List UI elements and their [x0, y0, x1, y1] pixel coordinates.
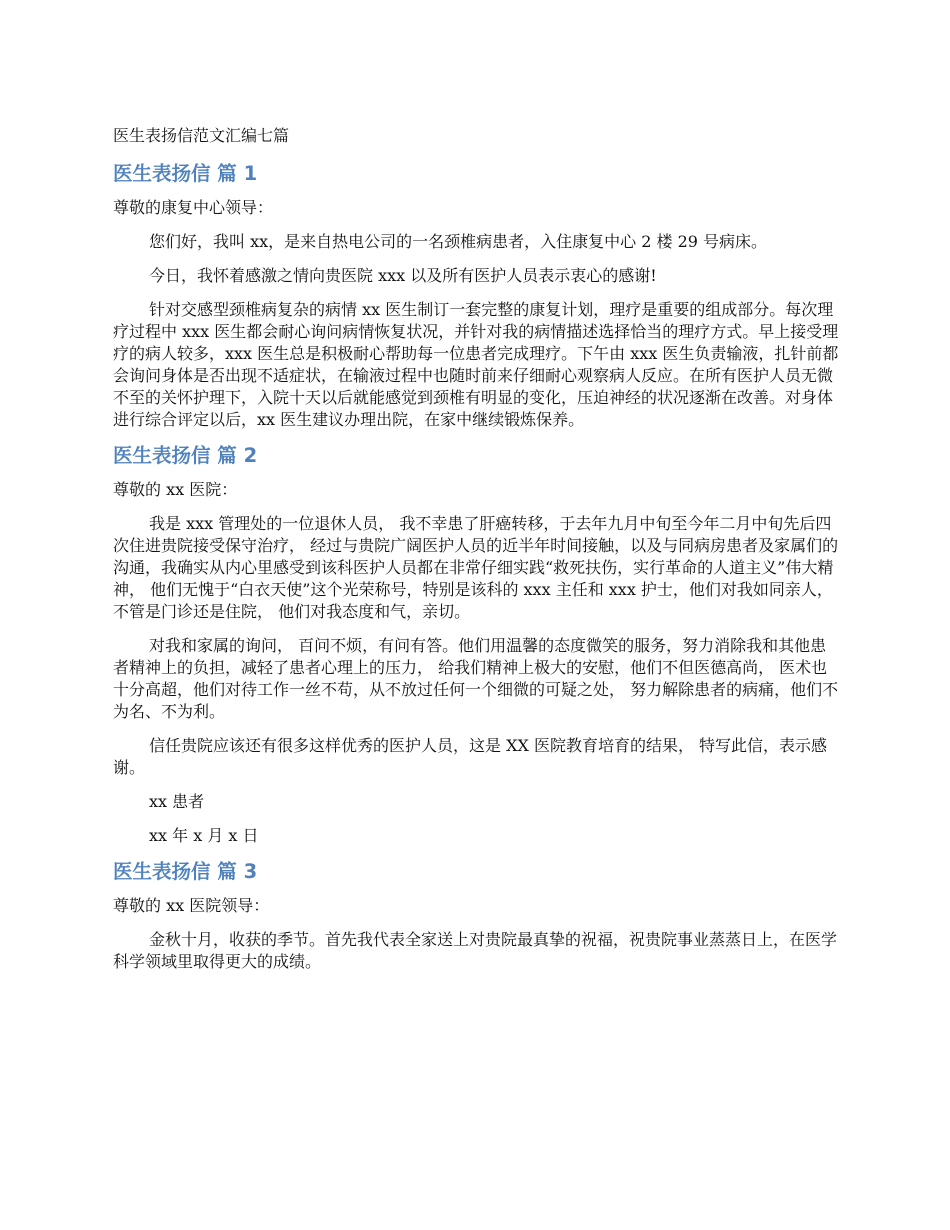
signature-name: xx 患者	[149, 792, 205, 811]
body-paragraph: 信任贵院应该还有很多这样优秀的医护人员，这是 XX 医院教育培育的结果， 特写此信，表示感谢。	[113, 736, 828, 777]
signature-date: xx 年 x 月 x 日	[149, 826, 259, 845]
section-heading: 医生表扬信 篇 2	[113, 444, 258, 467]
section-heading: 医生表扬信 篇 3	[113, 860, 258, 883]
body-paragraph: 我是 xxx 管理处的一位退休人员， 我不幸患了肝癌转移，于去年九月中旬至今年二月中旬先后四次住进贵院接受保守治疗， 经过与贵院广阔医护人员的近半年时间接触，以及与同病房患者及家属们的沟通，我确实从内心里感受到该科医护人员都在非常仔细实践“救死扶伤，实行革命的人道主义”伟大精神， 他们无愧于“白衣天使”这个光荣称号，特别是该科的 xxx 主任和 xxx 护士，他们对我如同亲人，不管是门诊还是住院， 他们对我态度和气，亲切。	[113, 514, 839, 621]
salutation: 尊敬的 xx 医院领导：	[113, 896, 270, 915]
document-title: 医生表扬信范文汇编七篇	[113, 126, 290, 145]
salutation: 尊敬的 xx 医院：	[113, 480, 238, 499]
body-paragraph: 您们好，我叫 xx，是来自热电公司的一名颈椎病患者，入住康复中心 2 楼 29 号病床。	[149, 232, 768, 251]
body-paragraph: 针对交感型颈椎病复杂的病情 xx 医生制订一套完整的康复计划，理疗是重要的组成部分。每次理疗过程中 xxx 医生都会耐心询问病情恢复状况，并针对我的病情描述选择恰当的理疗方式。早上接受理疗的病人较多，xxx 医生总是积极耐心帮助每一位患者完成理疗。下午由 xxx 医生负责输液，扎针前都会询问身体是否出现不适症状，在输液过程中也随时前来仔细耐心观察病人反应。在所有医护人员无微不至的关怀护理下，入院十天以后就能感觉到颈椎有明显的变化，压迫神经的状况逐渐在改善。对身体进行综合评定以后，xx 医生建议办理出院，在家中继续锻炼保养。	[113, 300, 839, 429]
document-page	[113, 123, 840, 985]
body-paragraph: 今日，我怀着感激之情向贵医院 xxx 以及所有医护人员表示衷心的感谢!	[149, 266, 657, 285]
letter-section-3	[113, 859, 840, 973]
letter-section-2	[113, 443, 840, 847]
salutation: 尊敬的康复中心领导：	[113, 198, 274, 217]
section-heading: 医生表扬信 篇 1	[113, 162, 258, 185]
body-paragraph: 金秋十月，收获的季节。首先我代表全家送上对贵院最真挚的祝福，祝贵院事业蒸蒸日上，在医学科学领域里取得更大的成绩。	[113, 930, 838, 971]
letter-section-1	[113, 161, 840, 431]
body-paragraph: 对我和家属的询问， 百问不烦，有问有答。他们用温馨的态度微笑的服务，努力消除我和其他患者精神上的负担，减轻了患者心理上的压力， 给我们精神上极大的安慰，他们不但医德高尚， 医术也十分高超，他们对待工作一丝不苟，从不放过任何一个细微的可疑之处， 努力解除患者的病痛，他们不为名、不为利。	[113, 636, 839, 721]
